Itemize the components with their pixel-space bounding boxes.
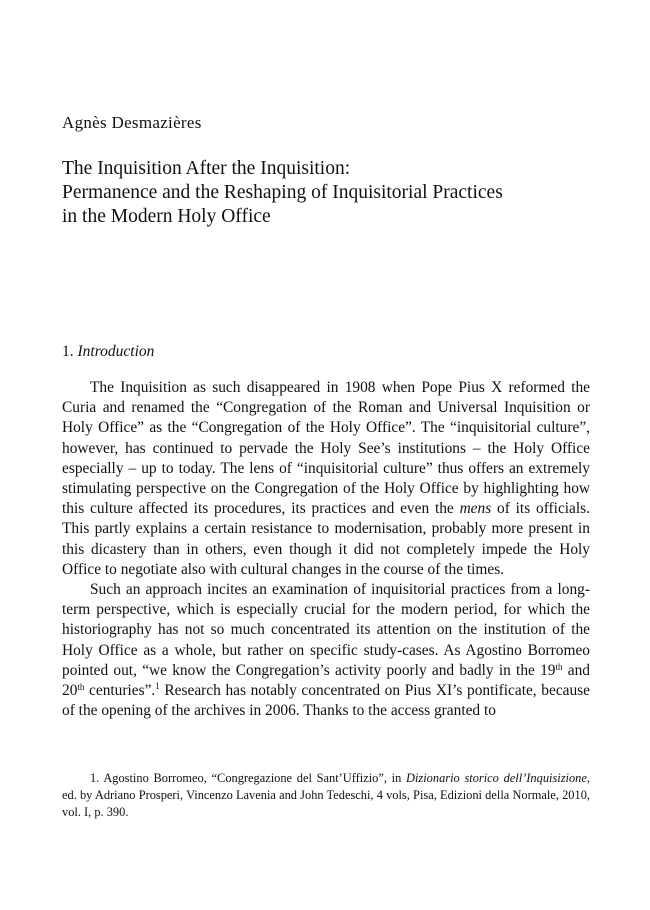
ordinal-suffix: th <box>555 661 563 672</box>
section-number: 1. <box>62 343 78 360</box>
footnote-reference: 1 <box>155 681 160 692</box>
body-text <box>62 378 590 721</box>
chapter-title <box>62 157 622 229</box>
title-line: Permanence and the Reshaping of Inquisitorial Practices <box>62 182 503 203</box>
footnote <box>62 770 590 820</box>
section-title: Introduction <box>77 343 155 360</box>
paragraph-text: of its officials. This partly explains a certain resistance to modernisation, probably more present in this dicastery than in others, even though it did not completely impede the Holy Office to negotiate also with cultural changes in the course of the times. <box>62 500 590 578</box>
title-line: in the Modern Holy Office <box>62 206 271 227</box>
italic-term: mens <box>459 500 492 518</box>
paragraph-text: Research has notably concentrated on Pius XI’s pontificate, because of the opening of the archives in 2006. Thanks to the access granted to <box>62 682 590 720</box>
paragraph-text: centuries”. <box>84 682 156 700</box>
paragraph-text: and 20 <box>62 661 590 700</box>
paragraph-text: Such an approach incites an examination of inquisitorial practices from a long-term perspective, which is especially crucial for the modern period, for which the historiography has not so much concentrated its attention on the institution of the Holy Office as a whole, but rather on specific study-cases. As Agostino Borromeo pointed out, “we know the Congregation’s activity poorly and badly in the 19 <box>62 581 590 679</box>
paragraph <box>62 378 590 580</box>
title-line: The Inquisition After the Inquisition: <box>62 158 351 179</box>
footnote-part: , ed. by Adriano Prosperi, Vincenzo Lavenia and John Tedeschi, 4 vols, Pisa, Edizioni della Normale, 2010, vol. I, p. 390. <box>62 771 590 819</box>
paragraph <box>62 580 590 721</box>
footnote-part: 1. Agostino Borromeo, “Congregazione del Sant’Uffizio”, in <box>90 771 407 785</box>
footnote-italic-title: Dizionario storico dell’Inquisizione <box>406 771 587 785</box>
footnote-text <box>62 770 590 820</box>
author-name: Agnès Desmazières <box>62 113 202 132</box>
ordinal-suffix: th <box>77 682 85 693</box>
section-heading <box>62 343 154 361</box>
paragraph-text: The Inquisition as such disappeared in 1908 when Pope Pius X reformed the Curia and renamed the “Congregation of the Roman and Universal Inquisition or Holy Office” as the “Congregation of the Holy Office”. The “inquisitorial culture”, however, has continued to pervade the Holy See’s institutions – the Holy Office especially – up to today. The lens of “inquisitorial culture” thus offers an extremely stimulating perspective on the Congregation of the Holy Office by highlighting how this culture affected its procedures, its practices and even the <box>62 379 590 518</box>
